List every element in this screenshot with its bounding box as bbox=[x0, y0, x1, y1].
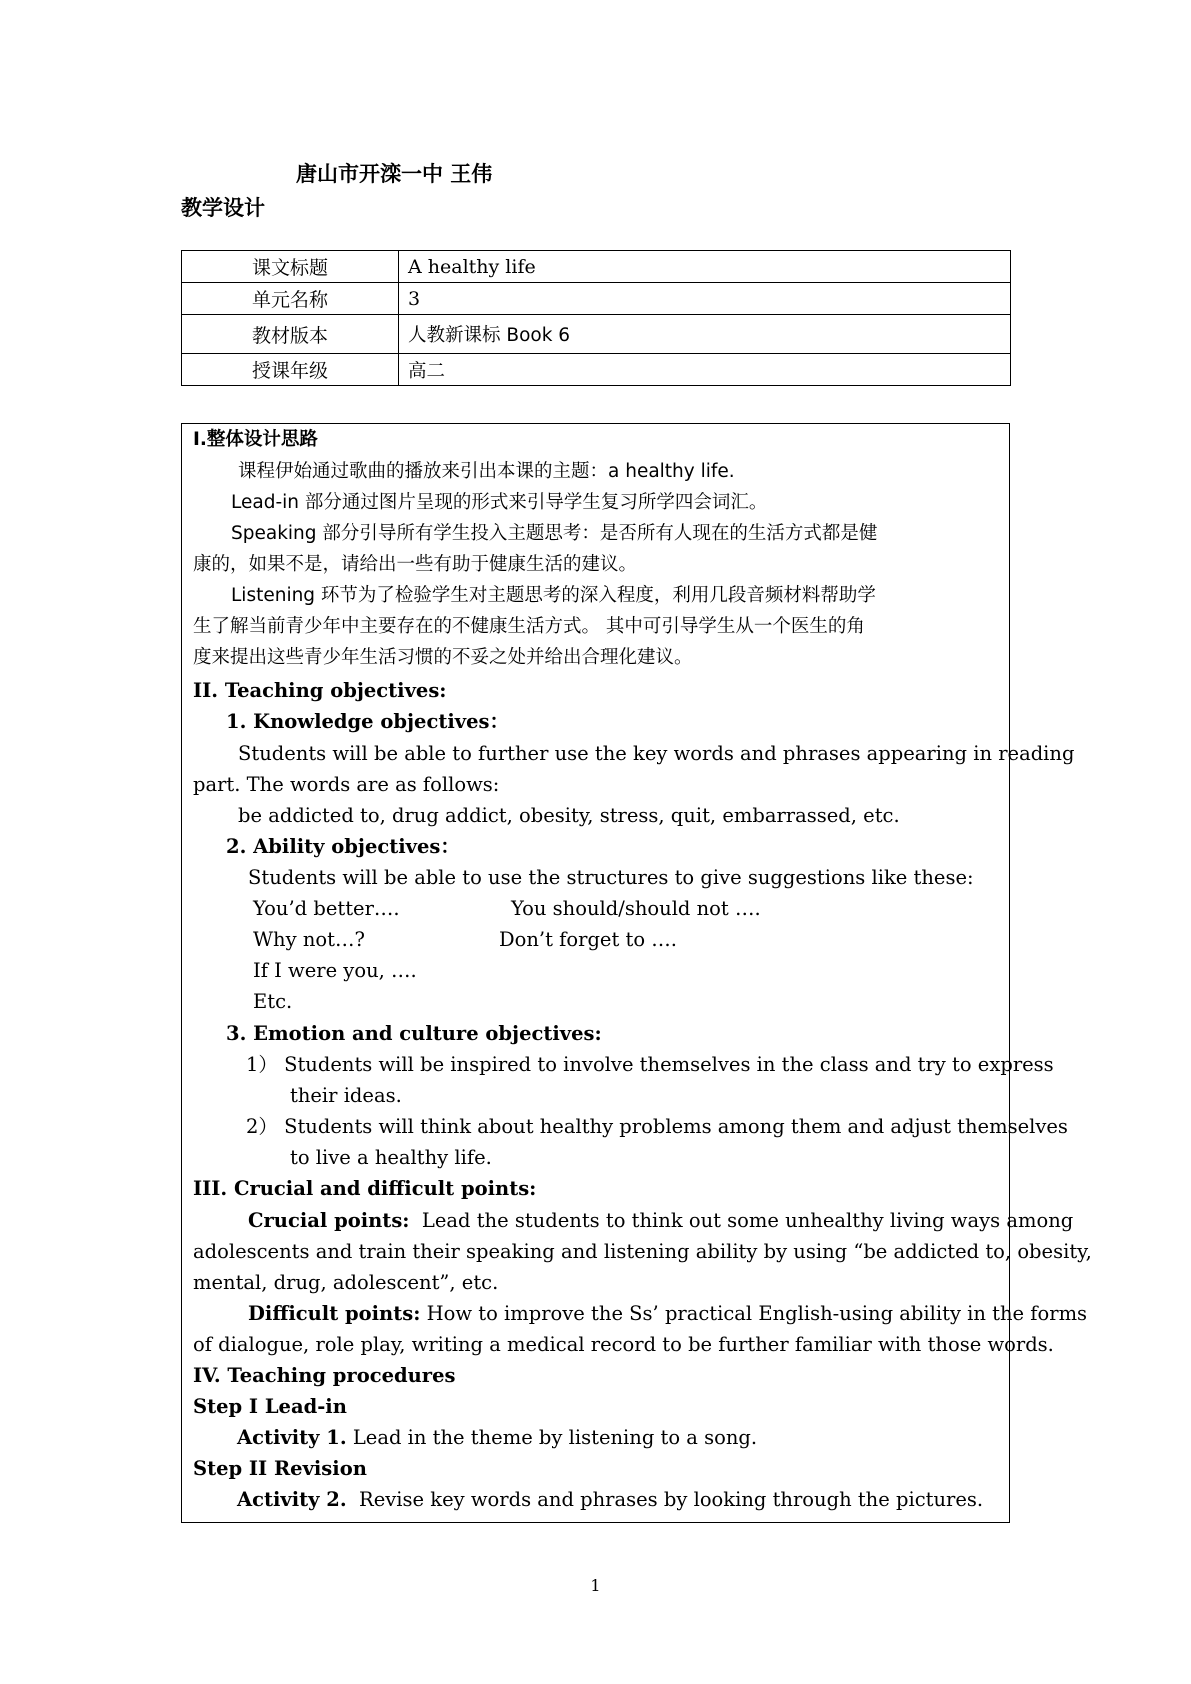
difficult-points-label: Difficult points: bbox=[248, 1302, 421, 1325]
crucial-points-label: Crucial points: bbox=[248, 1209, 410, 1232]
activity-line bbox=[237, 1425, 757, 1451]
paragraph-line: Speaking 部分引导所有学生投入主题思考：是否所有人现在的生活方式都是健 bbox=[231, 523, 878, 544]
step-heading: Step II Revision bbox=[193, 1457, 367, 1480]
row-label: 课文标题 bbox=[182, 251, 399, 283]
paragraph-line bbox=[248, 1301, 1087, 1327]
subsection-heading: 3. Emotion and culture objectives: bbox=[226, 1022, 602, 1045]
paragraph-line: Lead-in 部分通过图片呈现的形式来引导学生复习所学四会词汇。 bbox=[231, 492, 768, 513]
subsection-heading: 2. Ability objectives： bbox=[226, 835, 460, 858]
row-label: 单元名称 bbox=[182, 283, 399, 315]
paragraph-line: be addicted to, drug addict, obesity, stress, quit, embarrassed, etc. bbox=[238, 804, 900, 827]
paragraph-line: 度来提出这些青少年生活习惯的不妥之处并给出合理化建议。 bbox=[193, 647, 693, 668]
crucial-points-text: Lead the students to think out some unhealthy living ways among bbox=[421, 1209, 1074, 1232]
activity-label: Activity 1. bbox=[237, 1426, 347, 1449]
lesson-design-box bbox=[181, 423, 1092, 1523]
page-number: 1 bbox=[590, 1576, 601, 1595]
section-heading: II. Teaching objectives: bbox=[193, 679, 447, 702]
table-row bbox=[182, 354, 1011, 386]
paragraph-line: 课程伊始通过歌曲的播放来引出本课的主题：a healthy life. bbox=[238, 461, 735, 482]
row-value: 3 bbox=[399, 283, 1011, 315]
structure-example: You’d better…. bbox=[253, 897, 400, 920]
activity-text: Lead in the theme by listening to a song. bbox=[352, 1426, 758, 1449]
row-label: 教材版本 bbox=[182, 315, 399, 354]
activity-line bbox=[237, 1487, 983, 1513]
paragraph-line: 康的，如果不是，请给出一些有助于健康生活的建议。 bbox=[193, 554, 638, 575]
step-heading: Step I Lead-in bbox=[193, 1395, 347, 1418]
section-heading: I.整体设计思路 bbox=[193, 429, 318, 450]
paragraph-line: 生了解当前青少年中主要存在的不健康生活方式。 其中可引导学生从一个医生的角 bbox=[193, 616, 865, 637]
section-heading: IV. Teaching procedures bbox=[193, 1364, 456, 1387]
paragraph-line: adolescents and train their speaking and listening ability by using “be addicted to, obesity, bbox=[193, 1240, 1092, 1263]
list-item: 1） Students will be inspired to involve themselves in the class and try to express bbox=[246, 1053, 1054, 1076]
paragraph-line: of dialogue, role play, writing a medical record to be further familiar with those words. bbox=[193, 1333, 1054, 1356]
paragraph-line: Students will be able to further use the key words and phrases appearing in reading bbox=[238, 742, 1075, 765]
paragraph-line: part. The words are as follows: bbox=[193, 773, 500, 796]
paragraph-line: Listening 环节为了检验学生对主题思考的深入程度，利用几段音频材料帮助学 bbox=[231, 585, 876, 606]
table-row bbox=[182, 283, 1011, 315]
row-label: 授课年级 bbox=[182, 354, 399, 386]
difficult-points-text: How to improve the Ss’ practical English-using ability in the forms bbox=[426, 1302, 1088, 1325]
row-value: 高二 bbox=[399, 354, 1011, 386]
list-item: 2） Students will think about healthy problems among them and adjust themselves bbox=[246, 1115, 1068, 1138]
author-line: 唐山市开滦一中 王伟 bbox=[296, 162, 493, 186]
paragraph-line: mental, drug, adolescent”, etc. bbox=[193, 1271, 499, 1294]
table-row bbox=[182, 315, 1011, 354]
section-heading: III. Crucial and difficult points: bbox=[193, 1177, 537, 1200]
list-item-continuation: their ideas. bbox=[290, 1084, 402, 1107]
activity-label: Activity 2. bbox=[237, 1488, 347, 1511]
structure-example: Why not…? bbox=[253, 928, 365, 951]
lesson-info-table bbox=[181, 250, 1011, 386]
structure-example: If I were you, …. bbox=[253, 959, 417, 982]
table-row bbox=[182, 251, 1011, 283]
subsection-heading: 1. Knowledge objectives： bbox=[226, 710, 509, 733]
paragraph-line: Students will be able to use the structures to give suggestions like these: bbox=[248, 866, 974, 889]
list-item-continuation: to live a healthy life. bbox=[290, 1146, 492, 1169]
activity-text: Revise key words and phrases by looking through the pictures. bbox=[359, 1488, 984, 1511]
row-value: A healthy life bbox=[399, 251, 1011, 283]
structure-example: You should/should not …. bbox=[511, 897, 761, 920]
document-title: 教学设计 bbox=[181, 196, 265, 220]
structure-example: Etc. bbox=[253, 990, 293, 1013]
paragraph-line bbox=[248, 1208, 1073, 1234]
row-value: 人教新课标 Book 6 bbox=[399, 315, 1011, 354]
structure-example: Don’t forget to …. bbox=[499, 928, 677, 951]
